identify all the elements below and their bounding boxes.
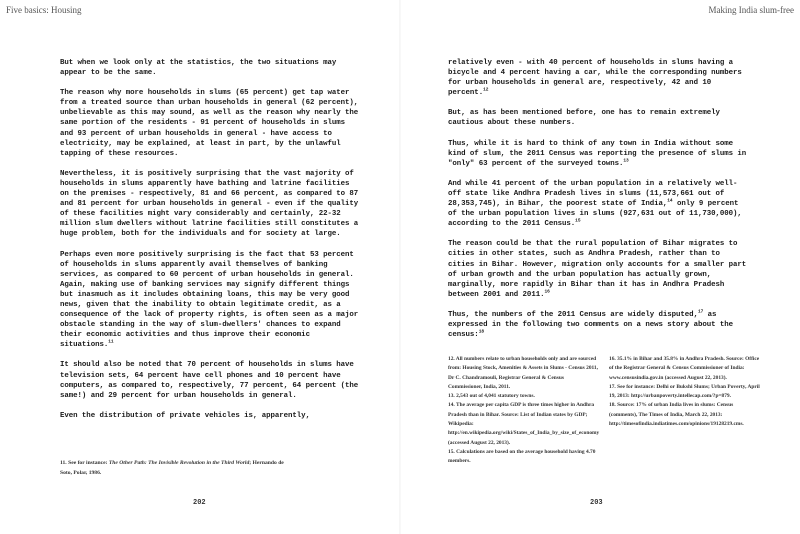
running-head-right: Making India slum-free [708,5,794,15]
paragraph-text: But, as has been mentioned before, one has to remain extremely cautious about these numbers. [448,109,720,128]
footnote-publisher: Polar, 1986. [73,470,102,476]
footnote: 15. Calculations are based on the average household having 4.70 members. [448,448,596,465]
paragraph [448,139,748,169]
paragraph: Even the distribution of private vehicles is, apparently, [60,411,310,420]
footnotes-column-1 [448,355,599,467]
paragraph-text: only 9 percent of the urban population lives in slums (927,631 out of 11,730,000), according to the 2011 Census. [448,200,742,229]
paragraph [448,108,748,128]
footnote-11: 11. See for instance: The Other Path: The Invisible Revolution in the Third World; Hernando de Soto, Polar, 1986. [60,460,284,476]
paragraph-text: And while 41 percent of the urban population in a relatively well-off state like Andhra Pradesh lives in slums (11,573,661 out of 28,353,745), in Bihar, the poorest state of India, [448,179,738,209]
right-body-text [448,58,748,350]
footnote-marker[interactable]: 17 [697,309,704,315]
footnote: 13. 2,543 out of 4,041 statutory towns. [448,393,535,400]
paragraph-text: The reason could be that the rural population of Bihar migrates to cities in other states, such as Andhra Pradesh, rather than to cities in Bihar. However, migration only accounts for a smaller part of urban growth and the urban population has actually grown, marginally, more rapidly in Bihar than it has in Andhra Pradesh between 2001 and 2011. [448,240,747,299]
footnote-rest: ; Hernando de Soto [60,460,284,476]
paragraph-text: Thus, the numbers of the 2011 Census are widely disputed, [448,310,698,319]
right-page [400,0,800,534]
footnote-marker[interactable]: 15 [575,218,581,224]
paragraph [448,58,748,98]
paragraph: But when we look only at the statistics, the two situations may appear to be the same. [60,59,337,78]
paragraph: Nevertheless, it is positively surprising that the vast majority of households in slums apparently have bathing and latrine facilities on the premises - respectively, 81 and 66 percent, as compared to 87 and 81 percent for urban households in general - even if the quality of these facilities might vary considerably and certainly, 22-32 million slum dwellers without latrine facilities still constitutes a huge problem, both for the individuals and for society at large. [60,169,359,239]
paragraph [448,179,748,229]
paragraph [448,239,748,300]
paragraph-text: as expressed in the following two comments on a news story about the census: [448,310,734,340]
paragraph-text: Thus, while it is hard to think of any town in India without some kind of slum, the 2011 Census was reporting the presence of slums in "only" 63 percent of the surveyed towns. [448,139,747,168]
paragraph-text: Perhaps even more positively surprising is the fact that 53 percent of households in slums apparently avail themselves of banking services, as compared to 60 percent of urban households in general. Again, making use of banking services may signify different things but inasmuch as it includes obtaining loans, this may be very good news, given that the inability to obtain legitimate credit, as a consequence of the lack of property rights, is often seen as a major obstacle standing in the way of slum-dwellers' chances to expand their economic activities and thus improve their economic situations. [60,250,359,350]
footnotes [448,355,760,467]
page-number-left: 202 [193,499,206,507]
footnote-lead: See for instance: [68,460,108,466]
footnote-marker[interactable]: 18 [478,329,485,335]
footnote-marker[interactable]: 12 [483,87,489,93]
footnote: 14. The average per capita GDP is three times higher in Andhra Pradesh than in Bihar. Source: List of Indian states by GDP; Wikipedia: http://en.wikipedia.org/wiki/States_of_India_by_size_of_economy (accessed August 22, 2013). [448,402,600,446]
footnote-marker[interactable]: 14 [667,198,673,204]
paragraph [60,250,360,351]
left-body-text [60,58,360,431]
footnote-title: The Other Path: The Invisible Revolution in the Third World [108,460,250,466]
paragraph [448,310,748,340]
footnote-marker[interactable]: 16 [544,289,550,295]
footnote: 17. See for instance: Delhi or Bukshi Slums; Urban Poverty, April 19, 2013: http://urbanpoverty.intellecap.com/?p=879. [609,383,760,400]
paragraph: The reason why more households in slums (65 percent) get tap water from a treated source than urban households in general (62 percent), unbelievable as this may sound, as well as the reason why nearly the same portion of the residents - 91 percent of households in slums and 93 percent of urban households in general - have access to electricity, may be explained, at least in part, by the unlawful tapping of these resources. [60,89,359,158]
footnote: 16. 35.1% in Bihar and 35.8% in Andhra Pradesh. Source: Office of the Registrar General & Census Commissioner of India: www.censusindia.gov.in (accessed August 22, 2013). [609,356,760,381]
paragraph-text: relatively even - with 40 percent of households in slums having a bicycle and 4 percent having a car, while the corresponding numbers for urban households in general are, respectively, 42 and 10 percent. [448,59,742,98]
footnote: 12. All numbers relate to urban households only and are sourced from: Housing Stock, Amenities & Assets in Slums - Census 2011, Dr C. Chandramouli, Registrar General & Census Commissioner, India, 2011. [448,356,598,390]
paragraph: It should also be noted that 70 percent of households in slums have television sets, 64 percent have cell phones and 10 percent have computers, as compared to, respectively, 77 percent, 64 percent (the same!) and 29 percent for urban households in general. [60,361,359,400]
footnote: 18. Source: 17% of urban India lives in slums: Census (comments), The Times of India, March 22, 2013: http://timesofindia.indiatimes.com/opinions/19128219.cms. [609,402,744,428]
footnote-marker[interactable]: 11 [108,339,114,345]
footnote-number: 11. [60,460,67,466]
footnote-marker[interactable]: 13 [623,158,629,164]
footnotes-column-2 [609,355,760,467]
page-number-right: 203 [590,499,603,507]
running-head-left: Five basics: Housing [6,5,82,15]
